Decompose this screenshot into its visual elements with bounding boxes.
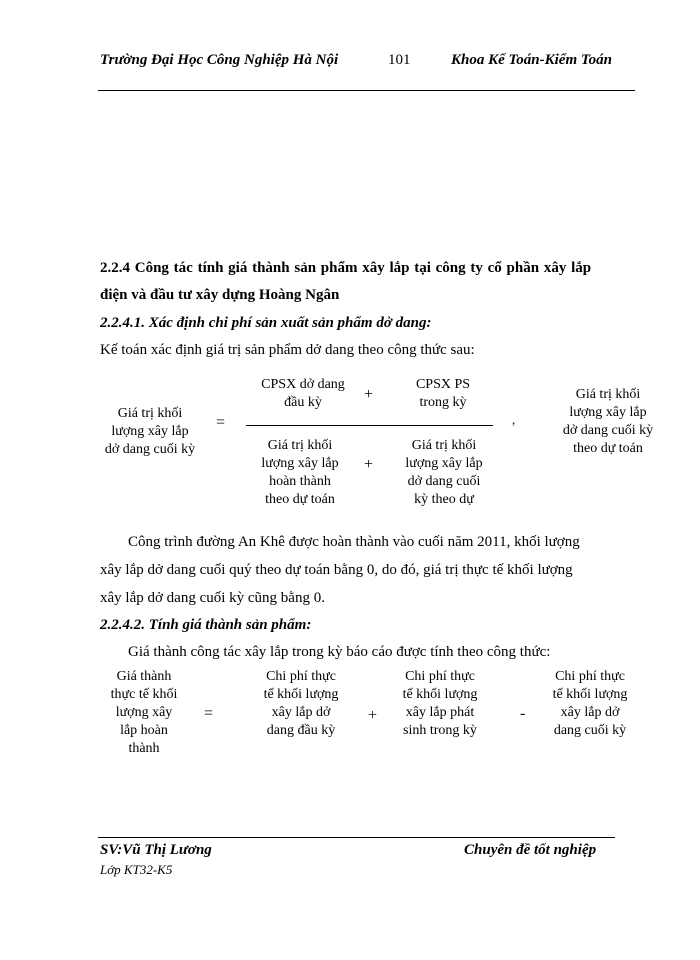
formula1-denominator-b: Giá trị khối lượng xây lắp dở dang cuối kỳ theo dự xyxy=(405,438,483,507)
footer-rule xyxy=(98,837,615,838)
formula1-numerator-plus: + xyxy=(364,386,374,403)
header-school: Trường Đại Học Công Nghiệp Hà Nội xyxy=(100,52,339,68)
formula2-term-1: Chi phí thực tế khối lượng xây lắp dở dang đầu kỳ xyxy=(263,669,339,738)
formula2-plus: + xyxy=(368,707,378,724)
formula1-lhs: Giá trị khối lượng xây lắp dở dang cuối kỳ xyxy=(104,406,196,457)
subsection-1-intro: Kế toán xác định giá trị sản phẩm dở dang theo công thức sau: xyxy=(100,342,475,358)
formula1-numerator-a: CPSX dở dang đầu kỳ xyxy=(261,377,345,410)
footer-student: SV:Vũ Thị Lương xyxy=(100,842,212,858)
page-number: 101 xyxy=(388,52,411,68)
formula2-minus: - xyxy=(520,705,526,722)
paragraph-line-2: xây lắp dở dang cuối quý theo dự toán bằng 0, do đó, giá trị thực tế khối lượng xyxy=(100,562,573,578)
formula1-multiply: , xyxy=(512,412,516,427)
formula1-numerator-b: CPSX PS trong kỳ xyxy=(415,377,471,410)
paragraph-line-1: Công trình đường An Khê được hoàn thành vào cuối năm 2011, khối lượng xyxy=(128,534,580,550)
section-heading-line2: điện và đầu tư xây dựng Hoàng Ngân xyxy=(100,287,340,303)
formula2-term-3: Chi phí thực tế khối lượng xây lắp dở dang cuối kỳ xyxy=(552,669,628,738)
paragraph-line-3: xây lắp dở dang cuối kỳ cũng bằng 0. xyxy=(100,590,325,606)
footer-class: Lớp KT32-K5 xyxy=(100,862,173,877)
header-rule xyxy=(98,90,635,91)
formula1-denominator-plus: + xyxy=(364,456,374,473)
formula1-rhs: Giá trị khối lượng xây lắp dở dang cuối kỳ theo dự toán xyxy=(562,387,654,456)
footer-thesis: Chuyên đề tốt nghiệp xyxy=(464,842,597,858)
formula1-denominator-a: Giá trị khối lượng xây lắp hoàn thành theo dự toán xyxy=(261,438,339,507)
formula2-term-2: Chi phí thực tế khối lượng xây lắp phát sinh trong kỳ xyxy=(402,669,478,738)
subsection-1-title: 2.2.4.1. Xác định chi phí sản xuất sản phẩm dở dang: xyxy=(100,315,432,331)
subsection-2-title: 2.2.4.2. Tính giá thành sản phẩm: xyxy=(100,617,312,633)
formula1-equals: = xyxy=(216,414,226,431)
formula2-lhs: Giá thành thực tế khối lượng xây lắp hoàn thành xyxy=(110,669,178,756)
header-faculty: Khoa Kế Toán-Kiểm Toán xyxy=(451,52,613,68)
subsection-2-intro: Giá thành công tác xây lắp trong kỳ báo cáo được tính theo công thức: xyxy=(128,644,551,660)
formula1-fraction-bar xyxy=(246,425,493,426)
formula2-equals: = xyxy=(204,705,214,722)
section-heading-line1: 2.2.4 Công tác tính giá thành sản phẩm xây lắp tại công ty cổ phần xây lắp xyxy=(100,260,592,276)
